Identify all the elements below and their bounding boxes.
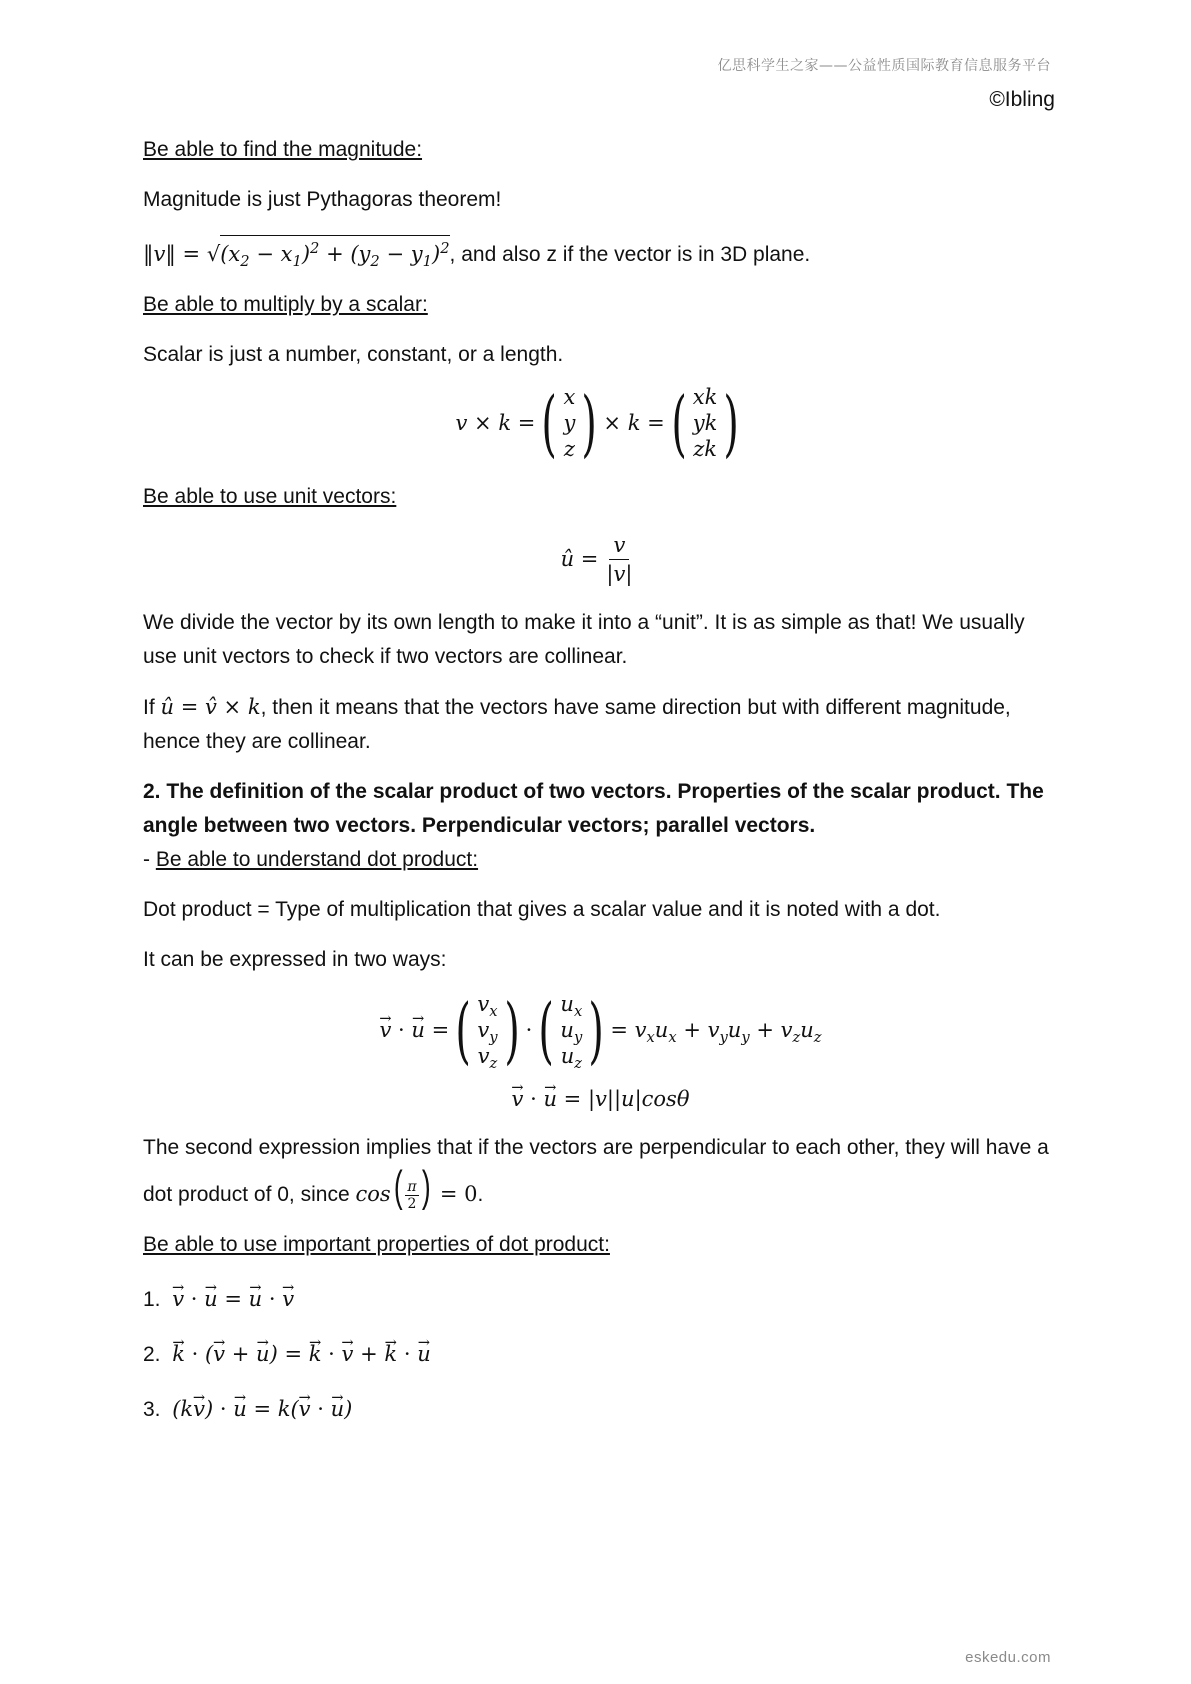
dot-product-component-equation: → v · → u = ( $v_x$ $v_y$ $v_z$ ) · ( $u_x$ $u_y$ $u_z$ ) = $v_xu_x + v_yu_y + v_zu_z$ — [143, 987, 1058, 1073]
dot-product-ways: It can be expressed in two ways: — [143, 948, 447, 971]
second-expression-paragraph: The second expression implies that if the vectors are perpendicular to each other, they will have a dot product of 0, since cos( $\frac{\pi}{2}$ ) = 0. — [143, 1136, 1049, 1212]
magnitude-formula-tail: , and also z if the vector is in 3D plane. — [449, 243, 811, 266]
unit-heading: Be able to use unit vectors: — [143, 485, 397, 508]
unit-paragraph-2: If û = v̂ × k, then it means that the vectors have same direction but with different magnitude, hence they are collinear. — [143, 695, 1011, 753]
unit-vector-equation: û = $\frac{v}{|v|}$ — [560, 532, 633, 586]
dot-product-heading-line: - Be able to understand dot product: — [143, 848, 479, 871]
magnitude-formula — [143, 235, 1058, 272]
property-1: 1. → v · → u = → u · → v — [143, 1282, 1058, 1317]
dot-product-definition: Dot product = Type of multiplication that gives a scalar value and it is noted with a dot. — [143, 898, 941, 921]
document-body — [143, 138, 1058, 1427]
magnitude-heading: Be able to find the magnitude: — [143, 138, 423, 161]
dot-product-angle-equation: → v · → u = |v||u|cosθ — [143, 1079, 1058, 1119]
scalar-equation: v × k = ( x y z ) × k = ( xk yk zk ) — [455, 381, 740, 465]
magnitude-intro: Magnitude is just Pythagoras theorem! — [143, 188, 502, 211]
scalar-heading: Be able to multiply by a scalar: — [143, 293, 428, 316]
dot-product-heading: Be able to understand dot product: — [155, 848, 479, 871]
footer-site: eskedu.com — [965, 1649, 1051, 1666]
unit-paragraph-1: We divide the vector by its own length to make it into a “unit”. It is as simple as that! We usually use unit vectors to check if two vectors are collinear. — [143, 611, 1025, 668]
header-site-name: 亿思科学生之家——公益性质国际教育信息服务平台 — [717, 58, 1051, 74]
properties-heading: Be able to use important properties of dot product: — [143, 1233, 610, 1256]
section-2-title: 2. The definition of the scalar product of two vectors. Properties of the scalar product. The angle between two vectors. Perpendicular vectors; parallel vectors. — [143, 780, 1044, 837]
property-2: 2. → k · (→ v + → u) = → k · → v + → k · → u — [143, 1337, 1058, 1372]
scalar-intro: Scalar is just a number, constant, or a length. — [143, 343, 564, 366]
property-3: 3. (k→ v) · → u = k(→ v · → u) — [143, 1392, 1058, 1427]
header-copyright: ©Ibling — [989, 88, 1055, 111]
magnitude-equation: ‖v‖ = $√(x_2 - x_1)^2 + (y_2 - y_1)^2$ — [143, 242, 450, 266]
